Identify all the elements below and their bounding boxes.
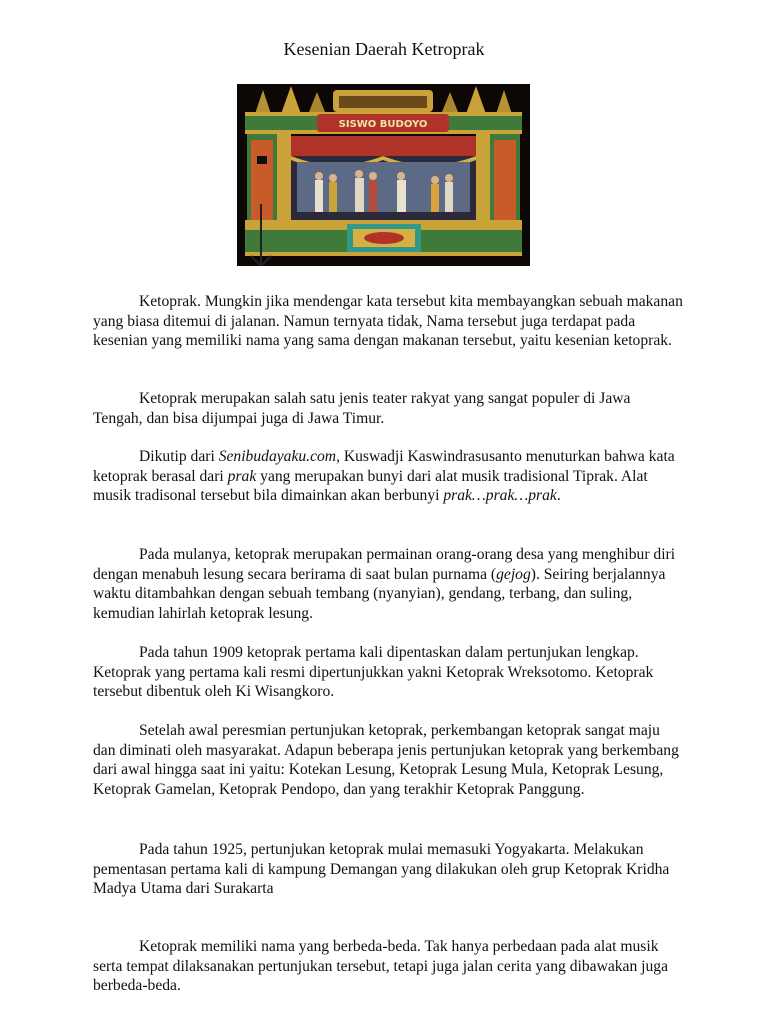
paragraph-4	[93, 545, 683, 623]
term-prak: prak	[227, 467, 257, 485]
paragraph-3-text-d: .	[556, 487, 561, 504]
paragraph-5: Pada tahun 1909 ketoprak pertama kali dipentaskan dalam pertunjukan lengkap. Ketoprak yang pertama kali resmi dipertunjukkan yakni Ketoprak Wreksotomo. Ketoprak tersebut dibentuk oleh Ki Wisangkoro.	[93, 644, 654, 700]
source-website-name: Senibudayaku.com	[218, 448, 337, 465]
paragraph-4-text-a: Pada mulanya, ketoprak merupakan permainan orang-orang desa yang menghibur diri dengan menabuh lesung secara berirama di saat bulan purnama (	[93, 546, 676, 583]
paragraph-1: Ketoprak. Mungkin jika mendengar kata tersebut kita membayangkan sebuah makanan yang biasa ditemui di jalanan. Namun ternyata tidak, Nama tersebut juga terdapat pada kesenian yang memiliki nama yang sama dengan makanan tersebut, yaitu kesenian ketoprak.	[93, 293, 683, 349]
term-prak-sound: prak…prak…prak	[443, 487, 557, 504]
document-title: Kesenian Daerah Ketroprak	[283, 39, 485, 59]
term-gejog: gejog	[496, 565, 531, 583]
stage-sign-text: SISWO BUDOYO	[338, 119, 428, 130]
paragraph-2: Ketoprak merupakan salah satu jenis teater rakyat yang sangat populer di Jawa Tengah, dan bisa dijumpai juga di Jawa Timur.	[93, 390, 631, 427]
ketoprak-stage-photo	[237, 84, 530, 266]
paragraph-3	[93, 447, 683, 506]
paragraph-3-text-c: yang merupakan bunyi dari alat musik tradisional Tiprak. Alat musik tradisonal tersebut bila dimainkan akan berbunyi	[93, 467, 648, 504]
paragraph-7: Pada tahun 1925, pertunjukan ketoprak mulai memasuki Yogyakarta. Melakukan pementasan pertama kali di kampung Demangan yang dilakukan oleh grup Ketoprak Kridha Madya Utama dari Surakarta	[93, 841, 670, 897]
paragraph-6: Setelah awal peresmian pertunjukan ketoprak, perkembangan ketoprak sangat maju dan diminati oleh masyarakat. Adapun beberapa jenis pertunjukan ketoprak yang berkembang dari awal hingga saat ini yaitu: Kotekan Lesung, Ketoprak Lesung Mula, Ketoprak Lesung, Ketoprak Gamelan, Ketoprak Pendopo, dan yang terakhir Ketoprak Panggung.	[93, 722, 679, 798]
paragraph-3-text-a: Dikutip dari	[139, 448, 219, 465]
stage-illustration	[237, 84, 530, 266]
paragraph-8: Ketoprak memiliki nama yang berbeda-beda. Tak hanya perbedaan pada alat musik serta tempat dilaksanakan pertunjukan tersebut, tetapi juga jalan cerita yang dibawakan juga berbeda-beda.	[93, 938, 669, 994]
paragraph-4-text-b: ). Seiring berjalannya waktu ditambahkan dengan sebuah tembang (nyanyian), gendang, terbang, dan suling, kemudian lahirlah ketoprak lesung.	[93, 565, 666, 622]
paragraph-3-text-b: , Kuswadji Kaswindrasusanto menuturkan bahwa kata ketoprak berasal dari	[93, 448, 675, 485]
